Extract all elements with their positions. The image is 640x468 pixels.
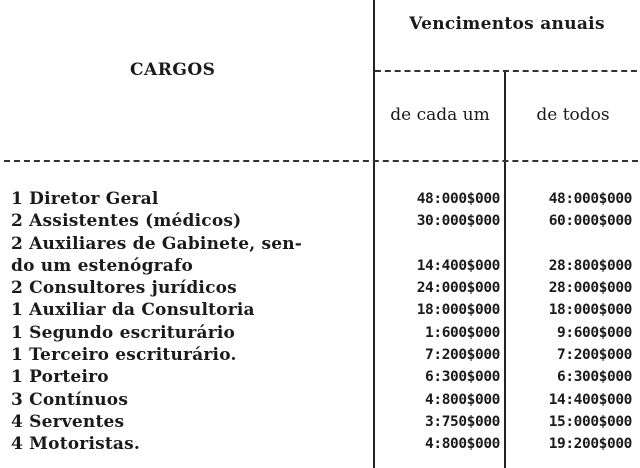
header-bottom-rule (4, 160, 638, 162)
cada-cell: 4:800$000 (425, 436, 500, 453)
todos-cell: 14:400$000 (548, 391, 632, 408)
group-header-rule (375, 70, 637, 72)
cargo-cell: 1 Diretor Geral (11, 189, 159, 209)
cada-cell: 1:600$000 (425, 324, 500, 341)
todos-cell: 48:000$000 (548, 191, 632, 207)
table-row (0, 389, 640, 411)
table-body (0, 188, 640, 456)
cada-cell: 7:200$000 (425, 347, 500, 364)
todos-cell: 9:600$000 (557, 324, 632, 341)
cargo-cell: 4 Serventes (11, 411, 125, 432)
cargo-cell (11, 233, 366, 277)
table-row (0, 210, 640, 232)
cada-cell: 24:000$000 (416, 280, 500, 297)
table-row (0, 277, 640, 299)
table-row (0, 344, 640, 366)
cada-cell: 30:000$000 (416, 213, 500, 230)
cargo-cell: 1 Auxiliar da Consultoria (11, 300, 255, 321)
table-row (0, 433, 640, 455)
cada-cell: 14:400$000 (416, 257, 500, 274)
todos-cell: 15:000$000 (548, 413, 632, 430)
cargo-cell: 3 Contínuos (11, 389, 129, 410)
cada-cell: 6:300$000 (425, 369, 500, 386)
table-row (0, 299, 640, 321)
table-row (0, 233, 640, 278)
vencimentos-header: Vencimentos anuais (409, 14, 605, 34)
cargo-cell: 2 Assistentes (médicos) (11, 211, 242, 232)
cargos-header: CARGOS (130, 60, 216, 80)
cargo-cell-line2: do um estenógrafo (11, 255, 194, 276)
todos-cell: 6:300$000 (557, 369, 632, 386)
todos-cell: 18:000$000 (548, 302, 632, 319)
table-row (0, 411, 640, 433)
cada-cell: 3:750$000 (425, 413, 500, 430)
table-row (0, 188, 640, 210)
todos-cell: 28:800$000 (548, 257, 632, 274)
table-row (0, 322, 640, 344)
todos-cell: 28:000$000 (548, 280, 632, 297)
cargo-cell: 1 Porteiro (11, 367, 109, 388)
todos-cell: 60:000$000 (548, 213, 632, 230)
todos-cell: 19:200$000 (548, 436, 632, 453)
todos-cell: 7:200$000 (557, 347, 632, 364)
cada-cell: 4:800$000 (425, 391, 500, 408)
cargo-cell: 1 Terceiro escriturário. (11, 345, 237, 366)
cargo-cell: 4 Motoristas. (11, 434, 141, 455)
cargo-cell: 1 Segundo escriturário (11, 322, 236, 343)
de-cada-um-header: de cada um (390, 105, 490, 125)
cargo-cell: 2 Consultores jurídicos (11, 278, 237, 299)
cargo-cell-line1: 2 Auxiliares de Gabinete, sen- (11, 233, 303, 254)
cada-cell: 48:000$000 (416, 191, 500, 207)
table-row (0, 366, 640, 388)
cada-cell: 18:000$000 (416, 302, 500, 319)
de-todos-header: de todos (536, 105, 610, 125)
